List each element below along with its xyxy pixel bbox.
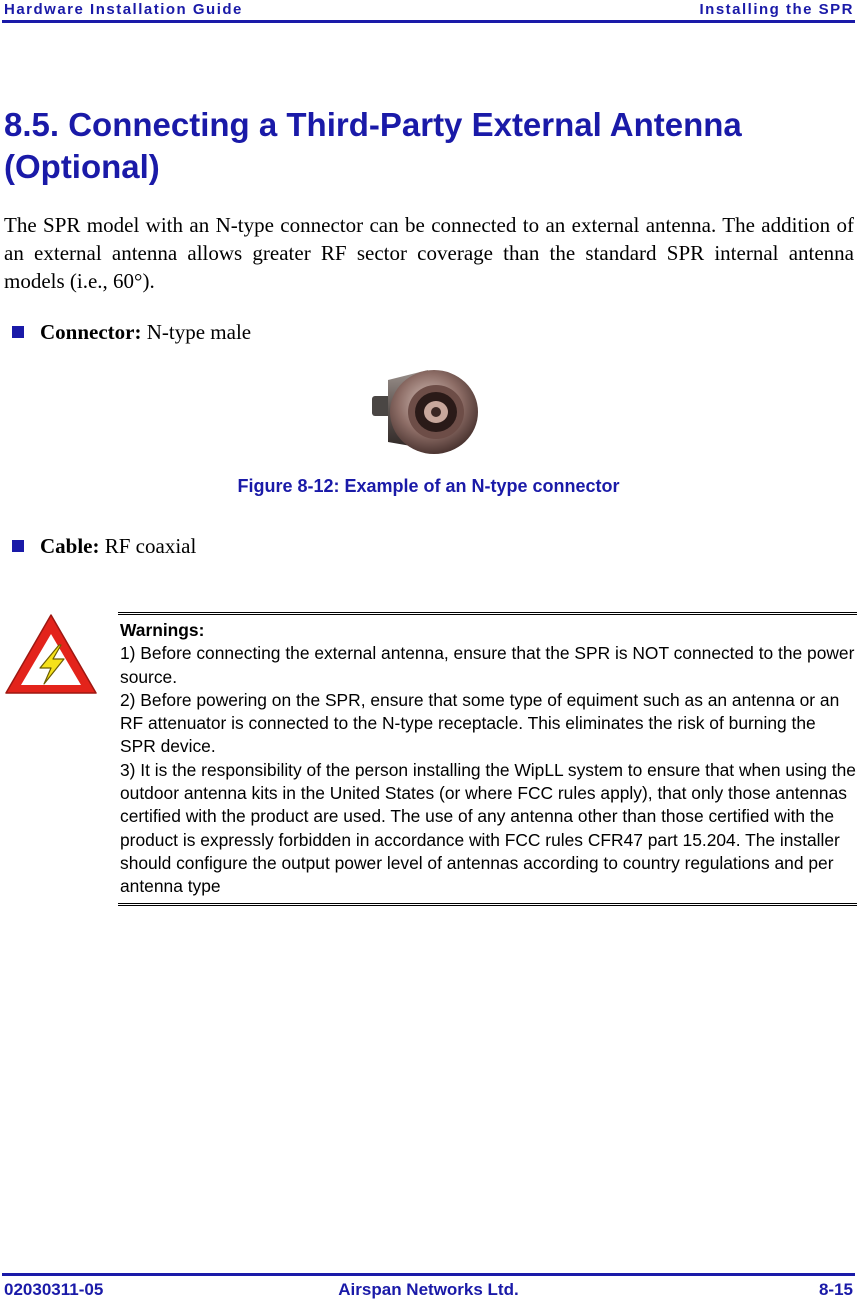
header-chapter-title: Installing the SPR	[699, 1, 854, 18]
footer-page-number: 8-15	[818, 1280, 853, 1299]
high-voltage-warning-icon	[4, 612, 98, 696]
footer-doc-number: 02030311-05	[4, 1280, 104, 1299]
n-type-connector-photo	[368, 362, 484, 458]
warning-item: 1) Before connecting the external antenna, ensure that the SPR is NOT connected to the power source.	[120, 643, 855, 687]
warning-item: 2) Before powering on the SPR, ensure that some type of equiment such as an antenna or an RF attenuator is connected to the N-type receptacle. This eliminates the risk of burning the SPR device.	[120, 689, 840, 757]
footer-company: Airspan Networks Ltd.	[338, 1280, 519, 1299]
bullet-square-icon	[12, 540, 24, 552]
intro-paragraph: The SPR model with an N-type connector can be connected to an external antenna. The addition of an external antenna allows greater RF sector coverage than the standard SPR internal antenna models (i.e., 60°).	[4, 213, 854, 293]
bullet-label: Cable:	[40, 534, 100, 558]
bullet-label: Connector:	[40, 320, 142, 344]
section-title: 8.5. Connecting a Third-Party External Antenna (Optional)	[4, 106, 742, 185]
page-header	[4, 0, 854, 22]
warning-box	[118, 612, 857, 906]
bullet-square-icon	[12, 326, 24, 338]
header-rule	[2, 20, 855, 23]
connector-icon	[368, 362, 484, 458]
bullet-value: N-type male	[141, 320, 252, 344]
header-doc-title: Hardware Installation Guide	[4, 1, 243, 18]
figure-caption: Figure 8-12: Example of an N-type connector	[237, 476, 620, 496]
bullet-value: RF coaxial	[99, 534, 197, 558]
warning-title: Warnings:	[120, 620, 205, 640]
warning-item: 3) It is the responsibility of the person installing the WipLL system to ensure that when using the outdoor antenna kits in the United States (or where FCC rules apply), that only those antennas certified with the product are used. The use of any antenna other than those certified with the product is expressly forbidden in accordance with FCC rules CFR47 part 15.204. The installer should configure the output power level of antennas according to country regulations and per antenna type	[120, 759, 856, 897]
footer-rule	[2, 1273, 855, 1276]
